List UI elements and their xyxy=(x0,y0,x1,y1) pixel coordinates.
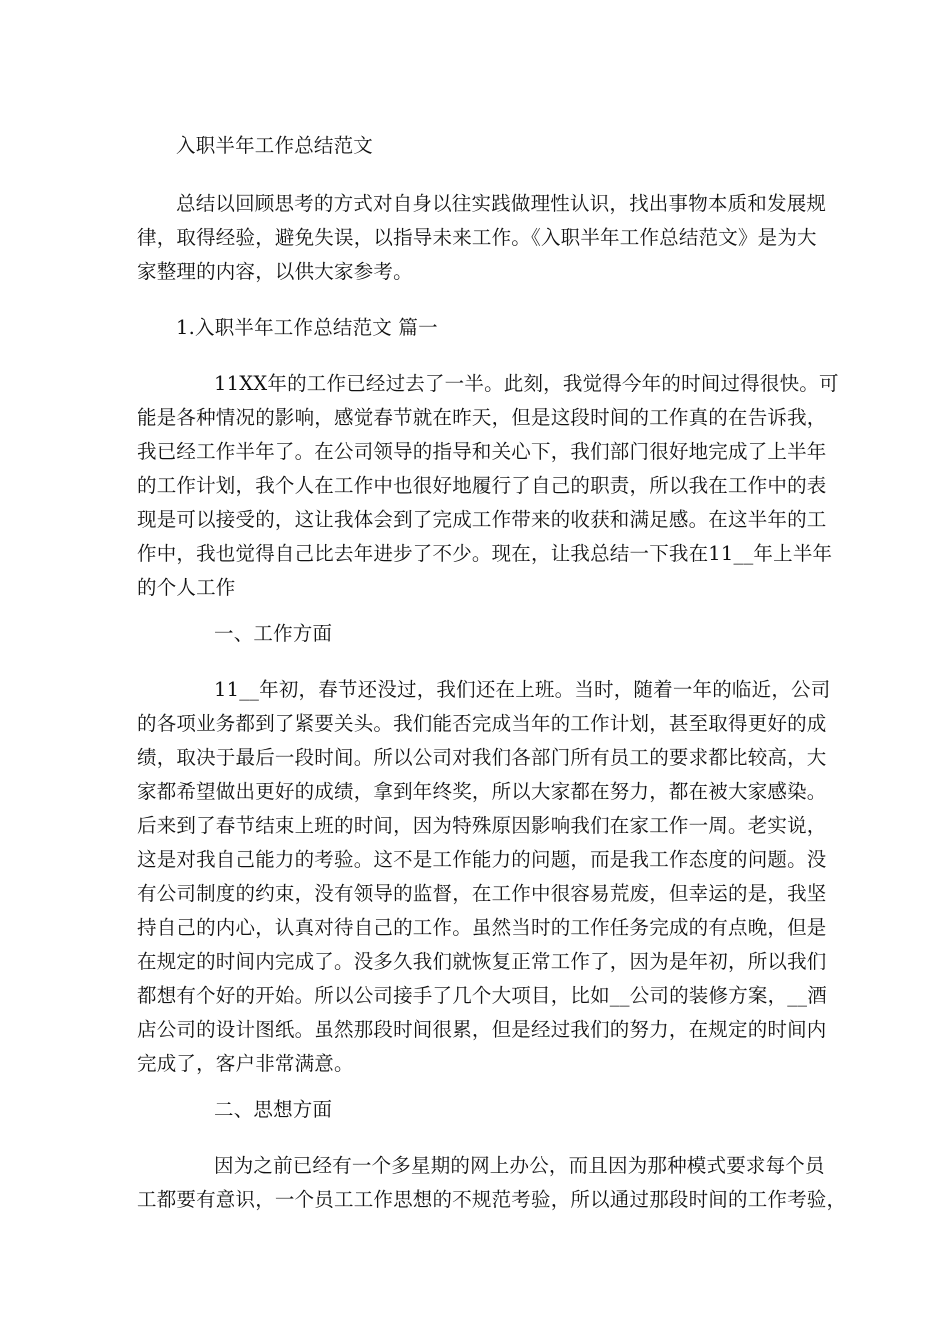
document-title: 入职半年工作总结范文 xyxy=(176,134,374,157)
intro-line: 总结以回顾思考的方式对自身以往实践做理性认识，找出事物本质和发展规 xyxy=(176,192,827,215)
section-heading: 1.入职半年工作总结范文 篇一 xyxy=(176,316,438,339)
paragraph-line: 的各项业务都到了紧要关头。我们能否完成当年的工作计划，甚至取得更好的成 xyxy=(137,712,827,735)
paragraph-line: 11XX年的工作已经过去了一半。此刻，我觉得今年的时间过得很快。可 xyxy=(214,372,839,395)
paragraph-line: 现是可以接受的，这让我体会到了完成工作带来的收获和满足感。在这半年的工 xyxy=(137,508,827,531)
paragraph-line: 的个人工作 xyxy=(137,576,236,599)
paragraph-line: 完成了，客户非常满意。 xyxy=(137,1052,354,1075)
paragraph-line: 11__年初，春节还没过，我们还在上班。当时，随着一年的临近，公司 xyxy=(214,678,831,701)
paragraph-line: 家都希望做出更好的成绩，拿到年终奖，所以大家都在努力，都在被大家感染。 xyxy=(137,780,827,803)
paragraph-line: 因为之前已经有一个多星期的网上办公，而且因为那种模式要求每个员 xyxy=(214,1154,825,1177)
paragraph-line: 持自己的内心，认真对待自己的工作。虽然当时的工作任务完成的有点晚，但是 xyxy=(137,916,827,939)
paragraph-line: 都想有个好的开始。所以公司接手了几个大项目，比如__公司的装修方案，__酒 xyxy=(137,984,827,1007)
paragraph-line: 的工作计划，我个人在工作中也很好地履行了自己的职责，所以我在工作中的表 xyxy=(137,474,827,497)
paragraph-line: 在规定的时间内完成了。没多久我们就恢复正常工作了，因为是年初，所以我们 xyxy=(137,950,827,973)
subheading-work: 一、工作方面 xyxy=(214,622,333,645)
paragraph-line: 店公司的设计图纸。虽然那段时间很累，但是经过我们的努力，在规定的时间内 xyxy=(137,1018,827,1041)
paragraph-line: 能是各种情况的影响，感觉春节就在昨天，但是这段时间的工作真的在告诉我， xyxy=(137,406,827,429)
paragraph-line: 工都要有意识，一个员工工作思想的不规范考验，所以通过那段时间的工作考验， xyxy=(137,1188,847,1211)
paragraph-line: 我已经工作半年了。在公司领导的指导和关心下，我们部门很好地完成了上半年 xyxy=(137,440,827,463)
paragraph-line: 有公司制度的约束，没有领导的监督，在工作中很容易荒废，但幸运的是，我坚 xyxy=(137,882,827,905)
intro-line: 家整理的内容，以供大家参考。 xyxy=(137,260,413,283)
paragraph-line: 这是对我自己能力的考验。这不是工作能力的问题，而是我工作态度的问题。没 xyxy=(137,848,827,871)
intro-line: 律，取得经验，避免失误，以指导未来工作。《入职半年工作总结范文》是为大 xyxy=(137,226,817,249)
subheading-thinking: 二、思想方面 xyxy=(214,1098,333,1121)
paragraph-line: 作中，我也觉得自己比去年进步了不少。现在，让我总结一下我在11__年上半年 xyxy=(137,542,833,565)
paragraph-line: 绩，取决于最后一段时间。所以公司对我们各部门所有员工的要求都比较高，大 xyxy=(137,746,827,769)
paragraph-line: 后来到了春节结束上班的时间，因为特殊原因影响我们在家工作一周。老实说， xyxy=(137,814,827,837)
